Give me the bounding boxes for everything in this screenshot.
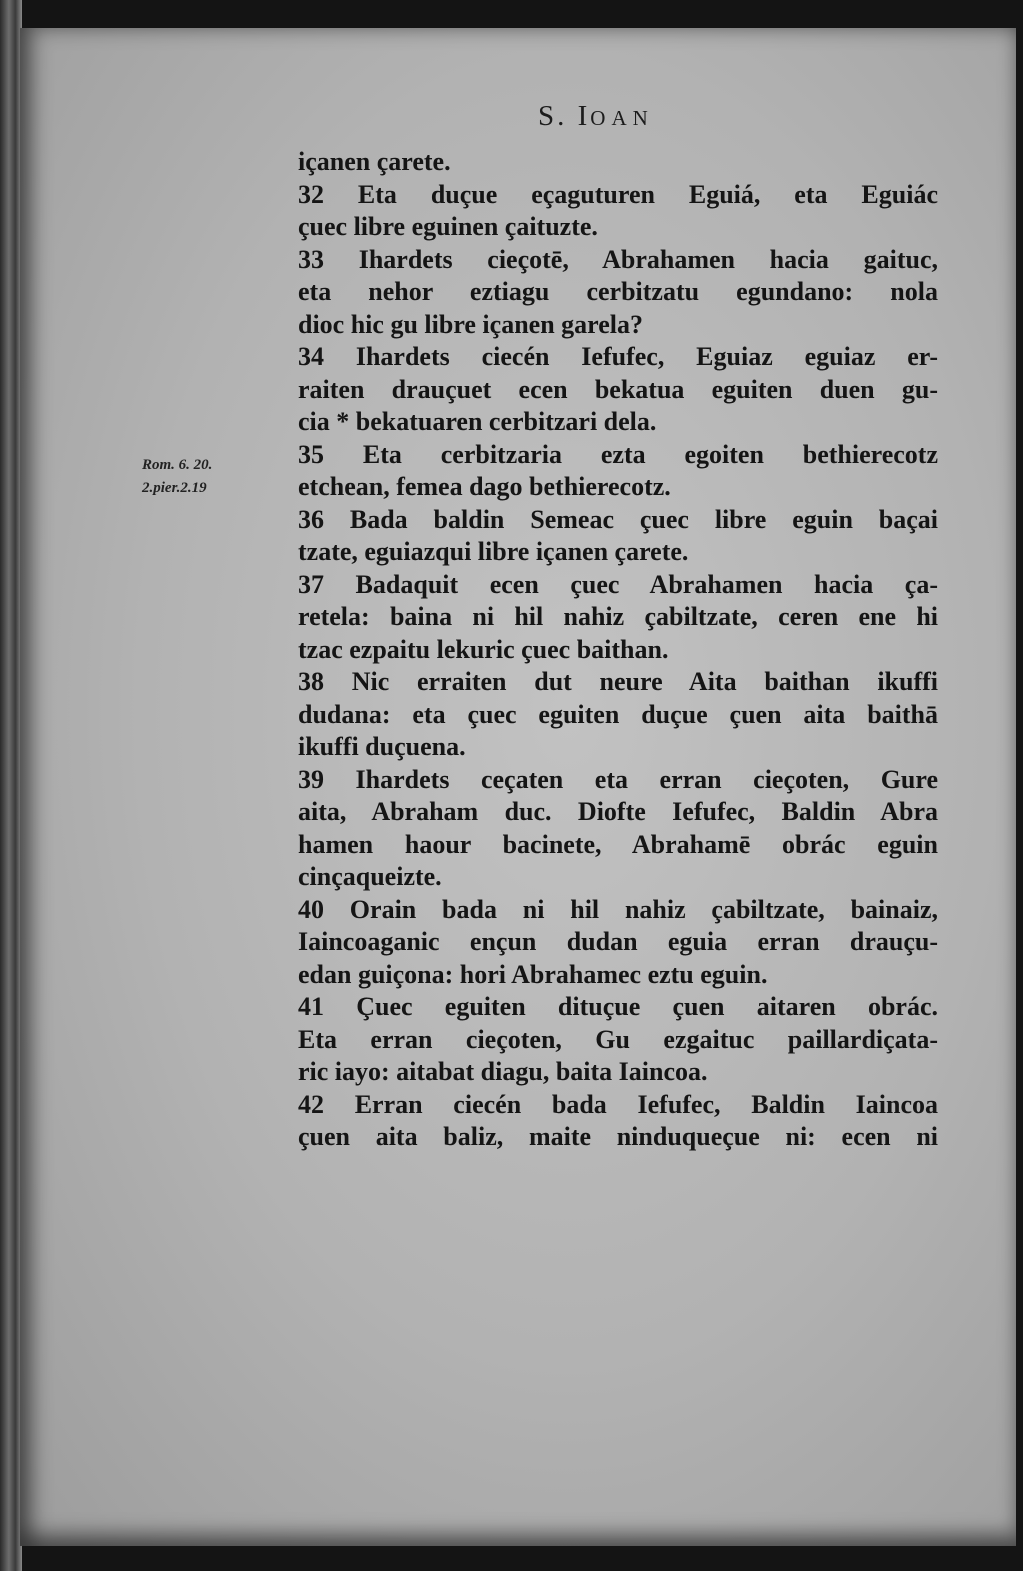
text-line: Eta erran cieçoten, Gu ezgaituc paillardiçata-	[298, 1024, 938, 1054]
text-line: 38 Nic erraiten dut neure Aita baithan ikuffi	[298, 667, 938, 696]
margin-reference-line: Rom. 6. 20.	[142, 457, 213, 473]
text-line: 37 Badaquit ecen çuec Abrahamen hacia ça-	[298, 569, 938, 599]
margin-reference-line: 2.pier.2.19	[142, 480, 207, 496]
text-line: 42 Erran ciecén bada Iefufec, Baldin Iaincoa	[298, 1089, 938, 1119]
text-line: 35 Eta cerbitzaria ezta egoiten bethierecotz	[298, 439, 938, 469]
text-line: 33 Ihardets cieçotē, Abrahamen hacia gaituc,	[298, 244, 938, 274]
body-text	[298, 146, 938, 1154]
header-initial: S. I	[538, 100, 591, 132]
text-line: ric iayo: aitabat diagu, baita Iaincoa.	[298, 1057, 708, 1086]
margin-reference	[142, 454, 212, 500]
text-line: etchean, femea dago bethierecotz.	[298, 472, 671, 501]
text-line: hamen haour bacinete, Abrahamē obrác eguin	[298, 829, 938, 859]
text-line: dudana: eta çuec eguiten duçue çuen aita baithā	[298, 699, 938, 729]
text-line: tzate, eguiazqui libre içanen çarete.	[298, 537, 689, 566]
text-line: 32 Eta duçue eçaguturen Eguiá, eta Eguiác	[298, 179, 938, 209]
text-line: 40 Orain bada ni hil nahiz çabiltzate, bainaiz,	[298, 894, 938, 924]
text-line: ikuffi duçuena.	[298, 732, 466, 761]
text-line: içanen çarete.	[298, 147, 451, 176]
text-line: 36 Bada baldin Semeac çuec libre eguin baçai	[298, 504, 938, 534]
text-line: aita, Abraham duc. Diofte Iefufec, Baldin Abra	[298, 797, 938, 826]
running-header	[538, 100, 654, 133]
text-line: dioc hic gu libre içanen garela?	[298, 309, 643, 339]
text-line: edan guiçona: hori Abrahamec eztu eguin.	[298, 959, 768, 989]
text-line: 41 Çuec eguiten dituçue çuen aitaren obrác.	[298, 992, 938, 1021]
text-line: cinçaqueizte.	[298, 862, 442, 891]
page	[20, 28, 1016, 1546]
header-smallcaps: OAN	[590, 106, 654, 130]
text-line: 39 Ihardets ceçaten eta erran cieçoten, Gure	[298, 764, 938, 794]
text-line: raiten drauçuet ecen bekatua eguiten duen gu-	[298, 374, 938, 404]
text-line: retela: baina ni hil nahiz çabiltzate, ceren ene hi	[298, 602, 938, 631]
text-line: cia * bekatuaren cerbitzari dela.	[298, 407, 657, 436]
text-line: tzac ezpaitu lekuric çuec baithan.	[298, 634, 669, 664]
text-line: eta nehor eztiagu cerbitzatu egundano: nola	[298, 277, 938, 306]
text-line: çuen aita baliz, maite ninduqueçue ni: ecen ni	[298, 1122, 938, 1151]
text-line: 34 Ihardets ciecén Iefufec, Eguiaz eguiaz er-	[298, 342, 938, 371]
text-line: çuec libre eguinen çaituzte.	[298, 212, 598, 241]
text-line: Iaincoaganic ençun dudan eguia erran drauçu-	[298, 927, 938, 956]
book-spine	[0, 0, 22, 1571]
